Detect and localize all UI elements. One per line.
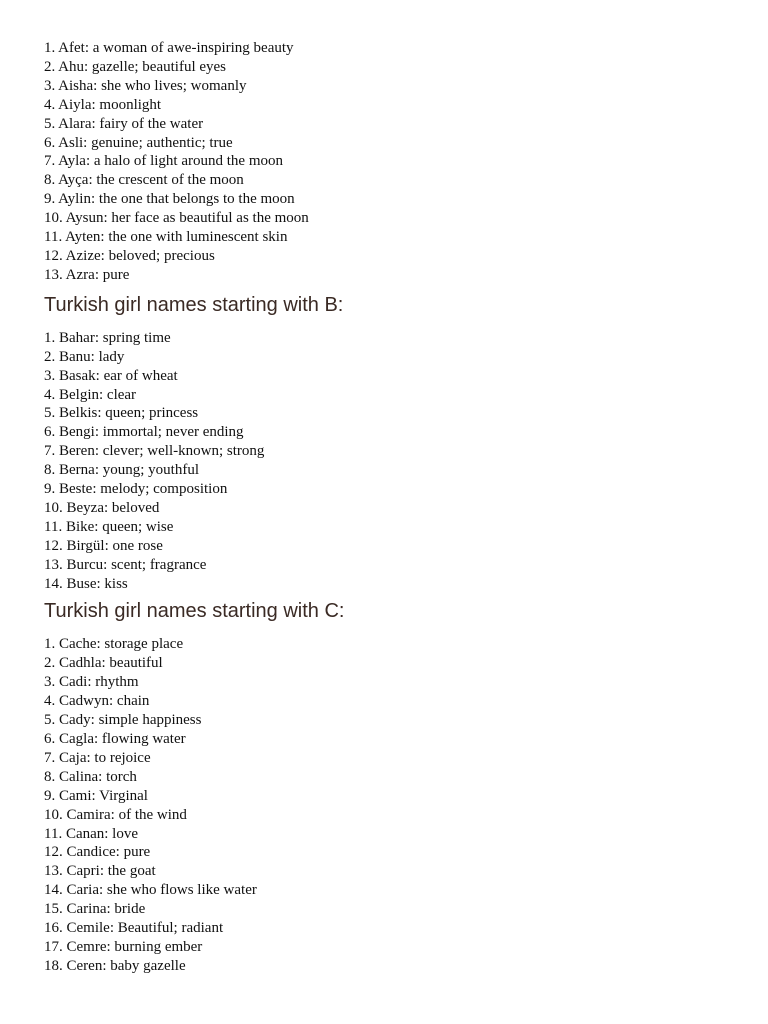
list-item: 4. Aiyla: moonlight [44, 96, 162, 113]
names-list-c [44, 635, 744, 975]
names-list-b [44, 329, 744, 594]
list-item: 1. Bahar: spring time [44, 329, 171, 346]
list-item: 13. Capri: the goat [44, 863, 156, 880]
list-item: 7. Caja: to rejoice [44, 749, 151, 766]
list-item: 5. Cady: simple happiness [44, 712, 202, 729]
list-item: 3. Basak: ear of wheat [44, 367, 178, 384]
list-item: 16. Cemile: Beautiful; radiant [44, 920, 224, 937]
list-item: 4. Cadwyn: chain [44, 693, 150, 710]
list-item: 13. Burcu: scent; fragrance [44, 556, 207, 573]
list-item: 12. Candice: pure [44, 844, 151, 861]
list-item: 18. Ceren: baby gazelle [44, 957, 186, 974]
names-list-a [44, 39, 744, 285]
list-item: 3. Cadi: rhythm [44, 674, 139, 691]
list-item: 10. Beyza: beloved [44, 499, 160, 516]
list-item: 12. Azize: beloved; precious [44, 247, 215, 264]
list-item: 9. Aylin: the one that belongs to the moon [44, 191, 295, 208]
list-item: 2. Cadhla: beautiful [44, 655, 163, 672]
list-item: 6. Asli: genuine; authentic; true [44, 134, 233, 151]
list-item: 13. Azra: pure [44, 266, 130, 283]
list-item: 8. Ayça: the crescent of the moon [44, 172, 244, 189]
list-item: 10. Aysun: her face as beautiful as the moon [44, 210, 309, 227]
list-item: 17. Cemre: burning ember [44, 938, 203, 955]
document-page [44, 39, 744, 976]
list-item: 10. Camira: of the wind [44, 806, 187, 823]
section-heading-b: Turkish girl names starting with B: [44, 293, 344, 316]
list-item: 3. Aisha: she who lives; womanly [44, 77, 247, 94]
list-item: 11. Ayten: the one with luminescent skin [44, 229, 288, 246]
list-item: 15. Carina: bride [44, 901, 146, 918]
list-item: 4. Belgin: clear [44, 386, 137, 403]
section-heading-c: Turkish girl names starting with C: [44, 600, 345, 623]
list-item: 12. Birgül: one rose [44, 537, 163, 554]
list-item: 9. Beste: melody; composition [44, 481, 228, 498]
list-item: 8. Calina: torch [44, 768, 137, 785]
list-item: 8. Berna: young; youthful [44, 462, 199, 479]
list-item: 14. Buse: kiss [44, 575, 128, 592]
list-item: 7. Beren: clever; well-known; strong [44, 443, 265, 460]
list-item: 1. Cache: storage place [44, 636, 184, 653]
list-item: 5. Belkis: queen; princess [44, 405, 199, 422]
list-item: 6. Bengi: immortal; never ending [44, 424, 244, 441]
list-item: 5. Alara: fairy of the water [44, 115, 204, 132]
list-item: 2. Banu: lady [44, 348, 125, 365]
list-item: 11. Bike: queen; wise [44, 518, 174, 535]
list-item: 1. Afet: a woman of awe-inspiring beauty [44, 40, 294, 56]
list-item: 14. Caria: she who flows like water [44, 882, 257, 899]
list-item: 2. Ahu: gazelle; beautiful eyes [44, 58, 227, 75]
list-item: 11. Canan: love [44, 825, 139, 842]
list-item: 9. Cami: Virginal [44, 787, 148, 804]
list-item: 6. Cagla: flowing water [44, 731, 186, 747]
list-item: 7. Ayla: a halo of light around the moon [44, 153, 283, 170]
